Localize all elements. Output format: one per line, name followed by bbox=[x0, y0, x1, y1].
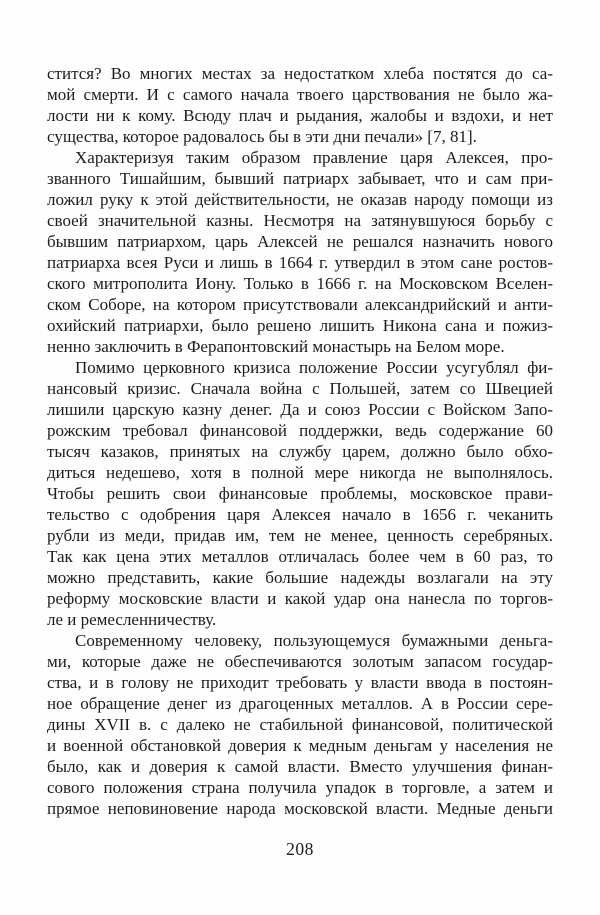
text-line: мой смерти. И с самого начала твоего царствования не было жа- bbox=[47, 85, 553, 104]
text-line: реформу московские власти и какой удар она нанесла по торгов- bbox=[47, 589, 553, 608]
text-line: бывшим патриархом, царь Алексей не решался назначить нового bbox=[47, 232, 553, 251]
text-line: ле и ремесленничеству. bbox=[47, 610, 217, 629]
text-line: сового положения страна получила упадок в торговле, а затем и bbox=[47, 778, 553, 797]
text-line: существа, которое радовалось бы в эти дни печали» [7, 81]. bbox=[47, 127, 477, 146]
text-line: патриарха всея Руси и лишь в 1664 г. утвердил в этом сане ростов- bbox=[47, 253, 553, 272]
paragraph bbox=[47, 63, 553, 147]
paragraph bbox=[47, 357, 553, 630]
text-line: дины XVII в. с далеко не стабильной финансовой, политической bbox=[47, 715, 553, 734]
text-line: было, как и доверия к самой власти. Вместо улучшения финан- bbox=[47, 757, 553, 776]
text-line: званного Тишайшим, бывший патриарх забывает, что и сам при- bbox=[47, 169, 553, 188]
text-line: Помимо церковного кризиса положение России усугублял фи- bbox=[75, 358, 553, 377]
text-line: можно представить, какие большие надежды возлагали на эту bbox=[47, 568, 553, 587]
text-line: ского митрополита Иону. Только в 1666 г. на Московском Вселен- bbox=[47, 274, 553, 293]
text-line: тельство с одобрения царя Алексея начало в 1656 г. чеканить bbox=[47, 505, 553, 524]
paragraph bbox=[47, 147, 553, 357]
text-line: лости ни к кому. Всюду плач и рыдания, жалобы и вздохи, и нет bbox=[47, 106, 553, 125]
page-footer bbox=[47, 838, 553, 860]
text-line: Чтобы решить свои финансовые проблемы, московское прави- bbox=[47, 484, 553, 503]
text-line: охийский патриархи, было решено лишить Никона сана и пожиз- bbox=[47, 316, 553, 335]
page-text bbox=[47, 63, 553, 819]
paragraph bbox=[47, 630, 553, 819]
text-line: стится? Во многих местах за недостатком хлеба постятся до са- bbox=[47, 64, 553, 83]
text-line: ное обращение денег из драгоценных металлов. А в России сере- bbox=[47, 694, 553, 713]
text-line: ском Соборе, на котором присутствовали александрийский и анти- bbox=[47, 295, 553, 314]
text-line: своей значительной казны. Несмотря на затянувшуюся борьбу с bbox=[47, 211, 553, 230]
text-line: рожским требовал финансовой поддержки, ведь содержание 60 bbox=[47, 421, 553, 440]
text-line: ложил руку к этой действительности, не оказав народу помощи из bbox=[47, 190, 553, 209]
text-line: нансовый кризис. Сначала война с Польшей, затем со Швецией bbox=[47, 379, 553, 398]
text-line: диться недешево, хотя в полной мере никогда не выполнялось. bbox=[47, 463, 553, 482]
text-line: ми, которые даже не обеспечиваются золотым запасом государ- bbox=[47, 652, 553, 671]
text-line: ненно заключить в Ферапонтовский монастырь на Белом море. bbox=[47, 337, 505, 356]
text-line: тысяч казаков, принятых на службу царем, должно было обхо- bbox=[47, 442, 553, 461]
text-line: ства, и в голову не приходит требовать у власти ввода в постоян- bbox=[47, 673, 553, 692]
text-line: Характеризуя таким образом правление царя Алексея, про- bbox=[75, 148, 553, 167]
text-line: Современному человеку, пользующемуся бумажными деньга- bbox=[75, 631, 553, 650]
page-number: 208 bbox=[286, 839, 314, 859]
text-line: рубли из меди, придав им, тем не менее, ценность серебряных. bbox=[47, 526, 553, 545]
text-line: Так как цена этих металлов отличалась более чем в 60 раз, то bbox=[47, 547, 553, 566]
text-line: и военной обстановкой доверия к медным деньгам у населения не bbox=[47, 736, 553, 755]
text-line: лишили царскую казну денег. Да и союз России с Войском Запо- bbox=[47, 400, 553, 419]
text-line: прямое неповиновение народа московской власти. Медные деньги bbox=[47, 799, 553, 818]
